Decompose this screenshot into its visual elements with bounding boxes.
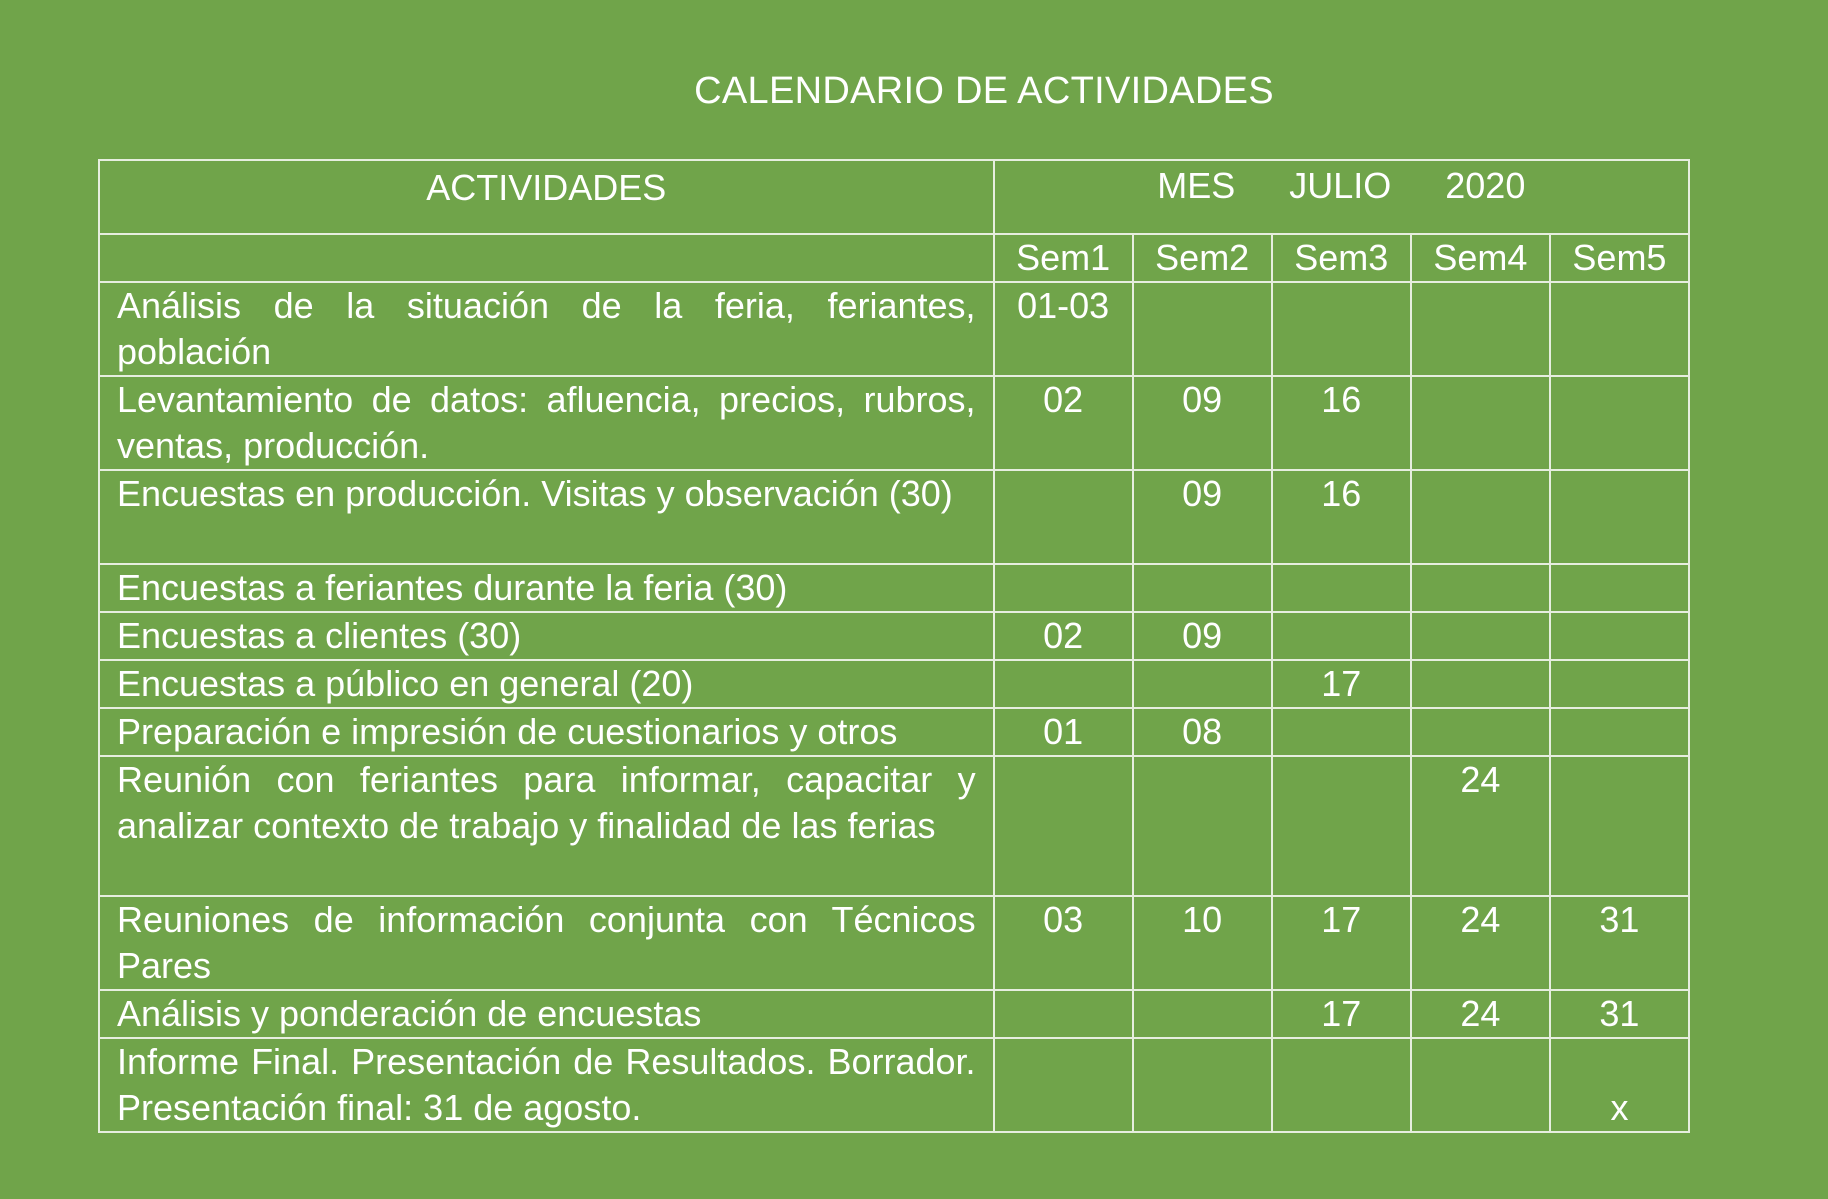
week-cell: 03 bbox=[994, 896, 1133, 990]
week-cell: 31 bbox=[1550, 990, 1689, 1038]
week-header: Sem3 bbox=[1272, 234, 1411, 282]
week-cell bbox=[994, 470, 1133, 564]
week-cell bbox=[1550, 660, 1689, 708]
week-cell bbox=[994, 660, 1133, 708]
page-title: CALENDARIO DE ACTIVIDADES bbox=[694, 70, 1274, 112]
week-cell bbox=[1411, 708, 1550, 756]
header-row bbox=[99, 160, 1689, 234]
activity-cell: Informe Final. Presentación de Resultados. Borrador. Presentación final: 31 de agosto. bbox=[99, 1038, 994, 1132]
week-cell: 17 bbox=[1272, 896, 1411, 990]
activity-cell: Reuniones de información conjunta con Técnicos Pares bbox=[99, 896, 994, 990]
week-cell: 24 bbox=[1411, 990, 1550, 1038]
week-cell: 10 bbox=[1133, 896, 1272, 990]
activity-cell: Reunión con feriantes para informar, capacitar y analizar contexto de trabajo y finalidad de las ferias bbox=[99, 756, 994, 896]
week-cell bbox=[1411, 282, 1550, 376]
table-row bbox=[99, 282, 1689, 376]
week-cell bbox=[1133, 1038, 1272, 1132]
week-cell bbox=[1550, 376, 1689, 470]
week-cell bbox=[1272, 756, 1411, 896]
week-cell: 17 bbox=[1272, 660, 1411, 708]
week-cell: 16 bbox=[1272, 376, 1411, 470]
activity-cell: Encuestas en producción. Visitas y observación (30) bbox=[99, 470, 994, 564]
table-row bbox=[99, 756, 1689, 896]
week-cell bbox=[1272, 1038, 1411, 1132]
empty-header-cell bbox=[99, 234, 994, 282]
week-cell: 09 bbox=[1133, 470, 1272, 564]
month-label: MES bbox=[1157, 165, 1236, 206]
week-cell bbox=[1133, 564, 1272, 612]
month-value: JULIO bbox=[1289, 165, 1392, 206]
week-header: Sem4 bbox=[1411, 234, 1550, 282]
week-cell bbox=[1411, 1038, 1550, 1132]
week-cell bbox=[1411, 470, 1550, 564]
week-cell: 24 bbox=[1411, 756, 1550, 896]
week-cell: 02 bbox=[994, 612, 1133, 660]
activity-cell: Preparación e impresión de cuestionarios y otros bbox=[99, 708, 994, 756]
month-header bbox=[994, 160, 1689, 234]
week-cell bbox=[1133, 990, 1272, 1038]
week-cell bbox=[1272, 564, 1411, 612]
week-cell: 01-03 bbox=[994, 282, 1133, 376]
table-row bbox=[99, 1038, 1689, 1132]
week-cell bbox=[1133, 660, 1272, 708]
week-cell bbox=[1272, 708, 1411, 756]
year-value: 2020 bbox=[1445, 165, 1526, 206]
table-row bbox=[99, 660, 1689, 708]
week-cell bbox=[994, 1038, 1133, 1132]
week-cell bbox=[1133, 282, 1272, 376]
week-cell bbox=[1272, 612, 1411, 660]
week-cell bbox=[1411, 376, 1550, 470]
week-cell bbox=[1411, 612, 1550, 660]
activity-cell: Análisis y ponderación de encuestas bbox=[99, 990, 994, 1038]
week-cell: 17 bbox=[1272, 990, 1411, 1038]
activities-header: ACTIVIDADES bbox=[99, 160, 994, 234]
week-cell bbox=[1411, 564, 1550, 612]
week-header: Sem5 bbox=[1550, 234, 1689, 282]
week-cell bbox=[1411, 660, 1550, 708]
week-cell: x bbox=[1550, 1038, 1689, 1132]
week-cell bbox=[1550, 282, 1689, 376]
activity-cell: Encuestas a público en general (20) bbox=[99, 660, 994, 708]
week-cell: 09 bbox=[1133, 612, 1272, 660]
table-row bbox=[99, 896, 1689, 990]
activity-cell: Encuestas a clientes (30) bbox=[99, 612, 994, 660]
weeks-header-row bbox=[99, 234, 1689, 282]
week-cell bbox=[994, 564, 1133, 612]
week-cell: 16 bbox=[1272, 470, 1411, 564]
week-cell: 31 bbox=[1550, 896, 1689, 990]
week-cell bbox=[1272, 282, 1411, 376]
table-row bbox=[99, 564, 1689, 612]
week-cell bbox=[1550, 612, 1689, 660]
week-cell: 02 bbox=[994, 376, 1133, 470]
activity-cell: Análisis de la situación de la feria, feriantes, población bbox=[99, 282, 994, 376]
week-cell bbox=[1133, 756, 1272, 896]
week-cell: 01 bbox=[994, 708, 1133, 756]
table-row bbox=[99, 990, 1689, 1038]
activities-calendar-table bbox=[98, 159, 1690, 1133]
week-header: Sem2 bbox=[1133, 234, 1272, 282]
activity-cell: Levantamiento de datos: afluencia, precios, rubros, ventas, producción. bbox=[99, 376, 994, 470]
activity-cell: Encuestas a feriantes durante la feria (30) bbox=[99, 564, 994, 612]
week-cell bbox=[1550, 470, 1689, 564]
table-row bbox=[99, 376, 1689, 470]
week-cell bbox=[994, 756, 1133, 896]
activity-rows bbox=[99, 282, 1689, 1132]
week-cell bbox=[1550, 756, 1689, 896]
week-cell bbox=[1550, 708, 1689, 756]
week-cell: 08 bbox=[1133, 708, 1272, 756]
table-row bbox=[99, 612, 1689, 660]
week-cell: 09 bbox=[1133, 376, 1272, 470]
week-cell bbox=[994, 990, 1133, 1038]
week-cell bbox=[1550, 564, 1689, 612]
table-row bbox=[99, 470, 1689, 564]
week-header: Sem1 bbox=[994, 234, 1133, 282]
table-row bbox=[99, 708, 1689, 756]
week-cell: 24 bbox=[1411, 896, 1550, 990]
